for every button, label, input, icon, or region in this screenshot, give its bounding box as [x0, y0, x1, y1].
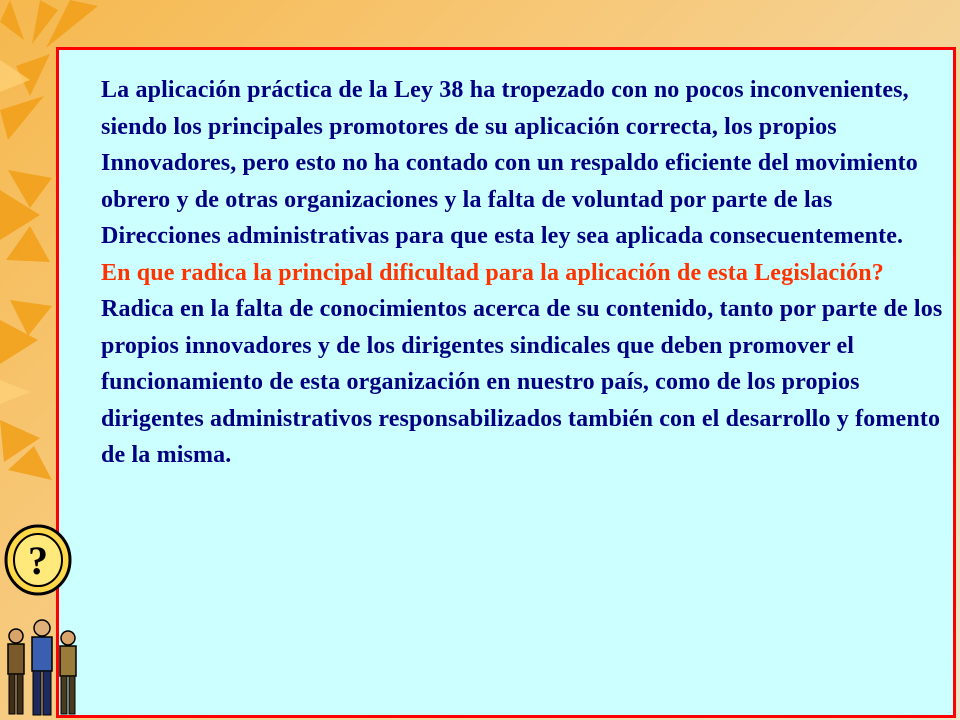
answer-paragraph: Radica en la falta de conocimientos acerca de su contenido, tanto por parte de los propios innovadores y de los dirigentes sindicales que deben promover el funcionamiento de esta organización en nuestro país, como de los propios dirigentes administrativos responsabilizados también con el desarrollo y fomento de la misma. [101, 296, 943, 468]
svg-text:?: ? [28, 538, 48, 583]
content-panel [56, 47, 956, 718]
question-paragraph: En que radica la principal dificultad para la aplicación de esta Legislación? [101, 259, 884, 286]
slide-text [101, 72, 951, 474]
intro-paragraph: La aplicación práctica de la Ley 38 ha tropezado con no pocos inconvenientes, siendo los principales promotores de su aplicación correcta, los propios Innovadores, pero esto no ha contado con un respaldo eficiente del movimiento obrero y de otras organizaciones y la falta de voluntad por parte de las Direcciones administrativas para que esta ley sea aplicada consecuentemente. [101, 77, 918, 249]
question-mark-icon [0, 518, 80, 600]
group-of-people-icon [0, 618, 86, 718]
